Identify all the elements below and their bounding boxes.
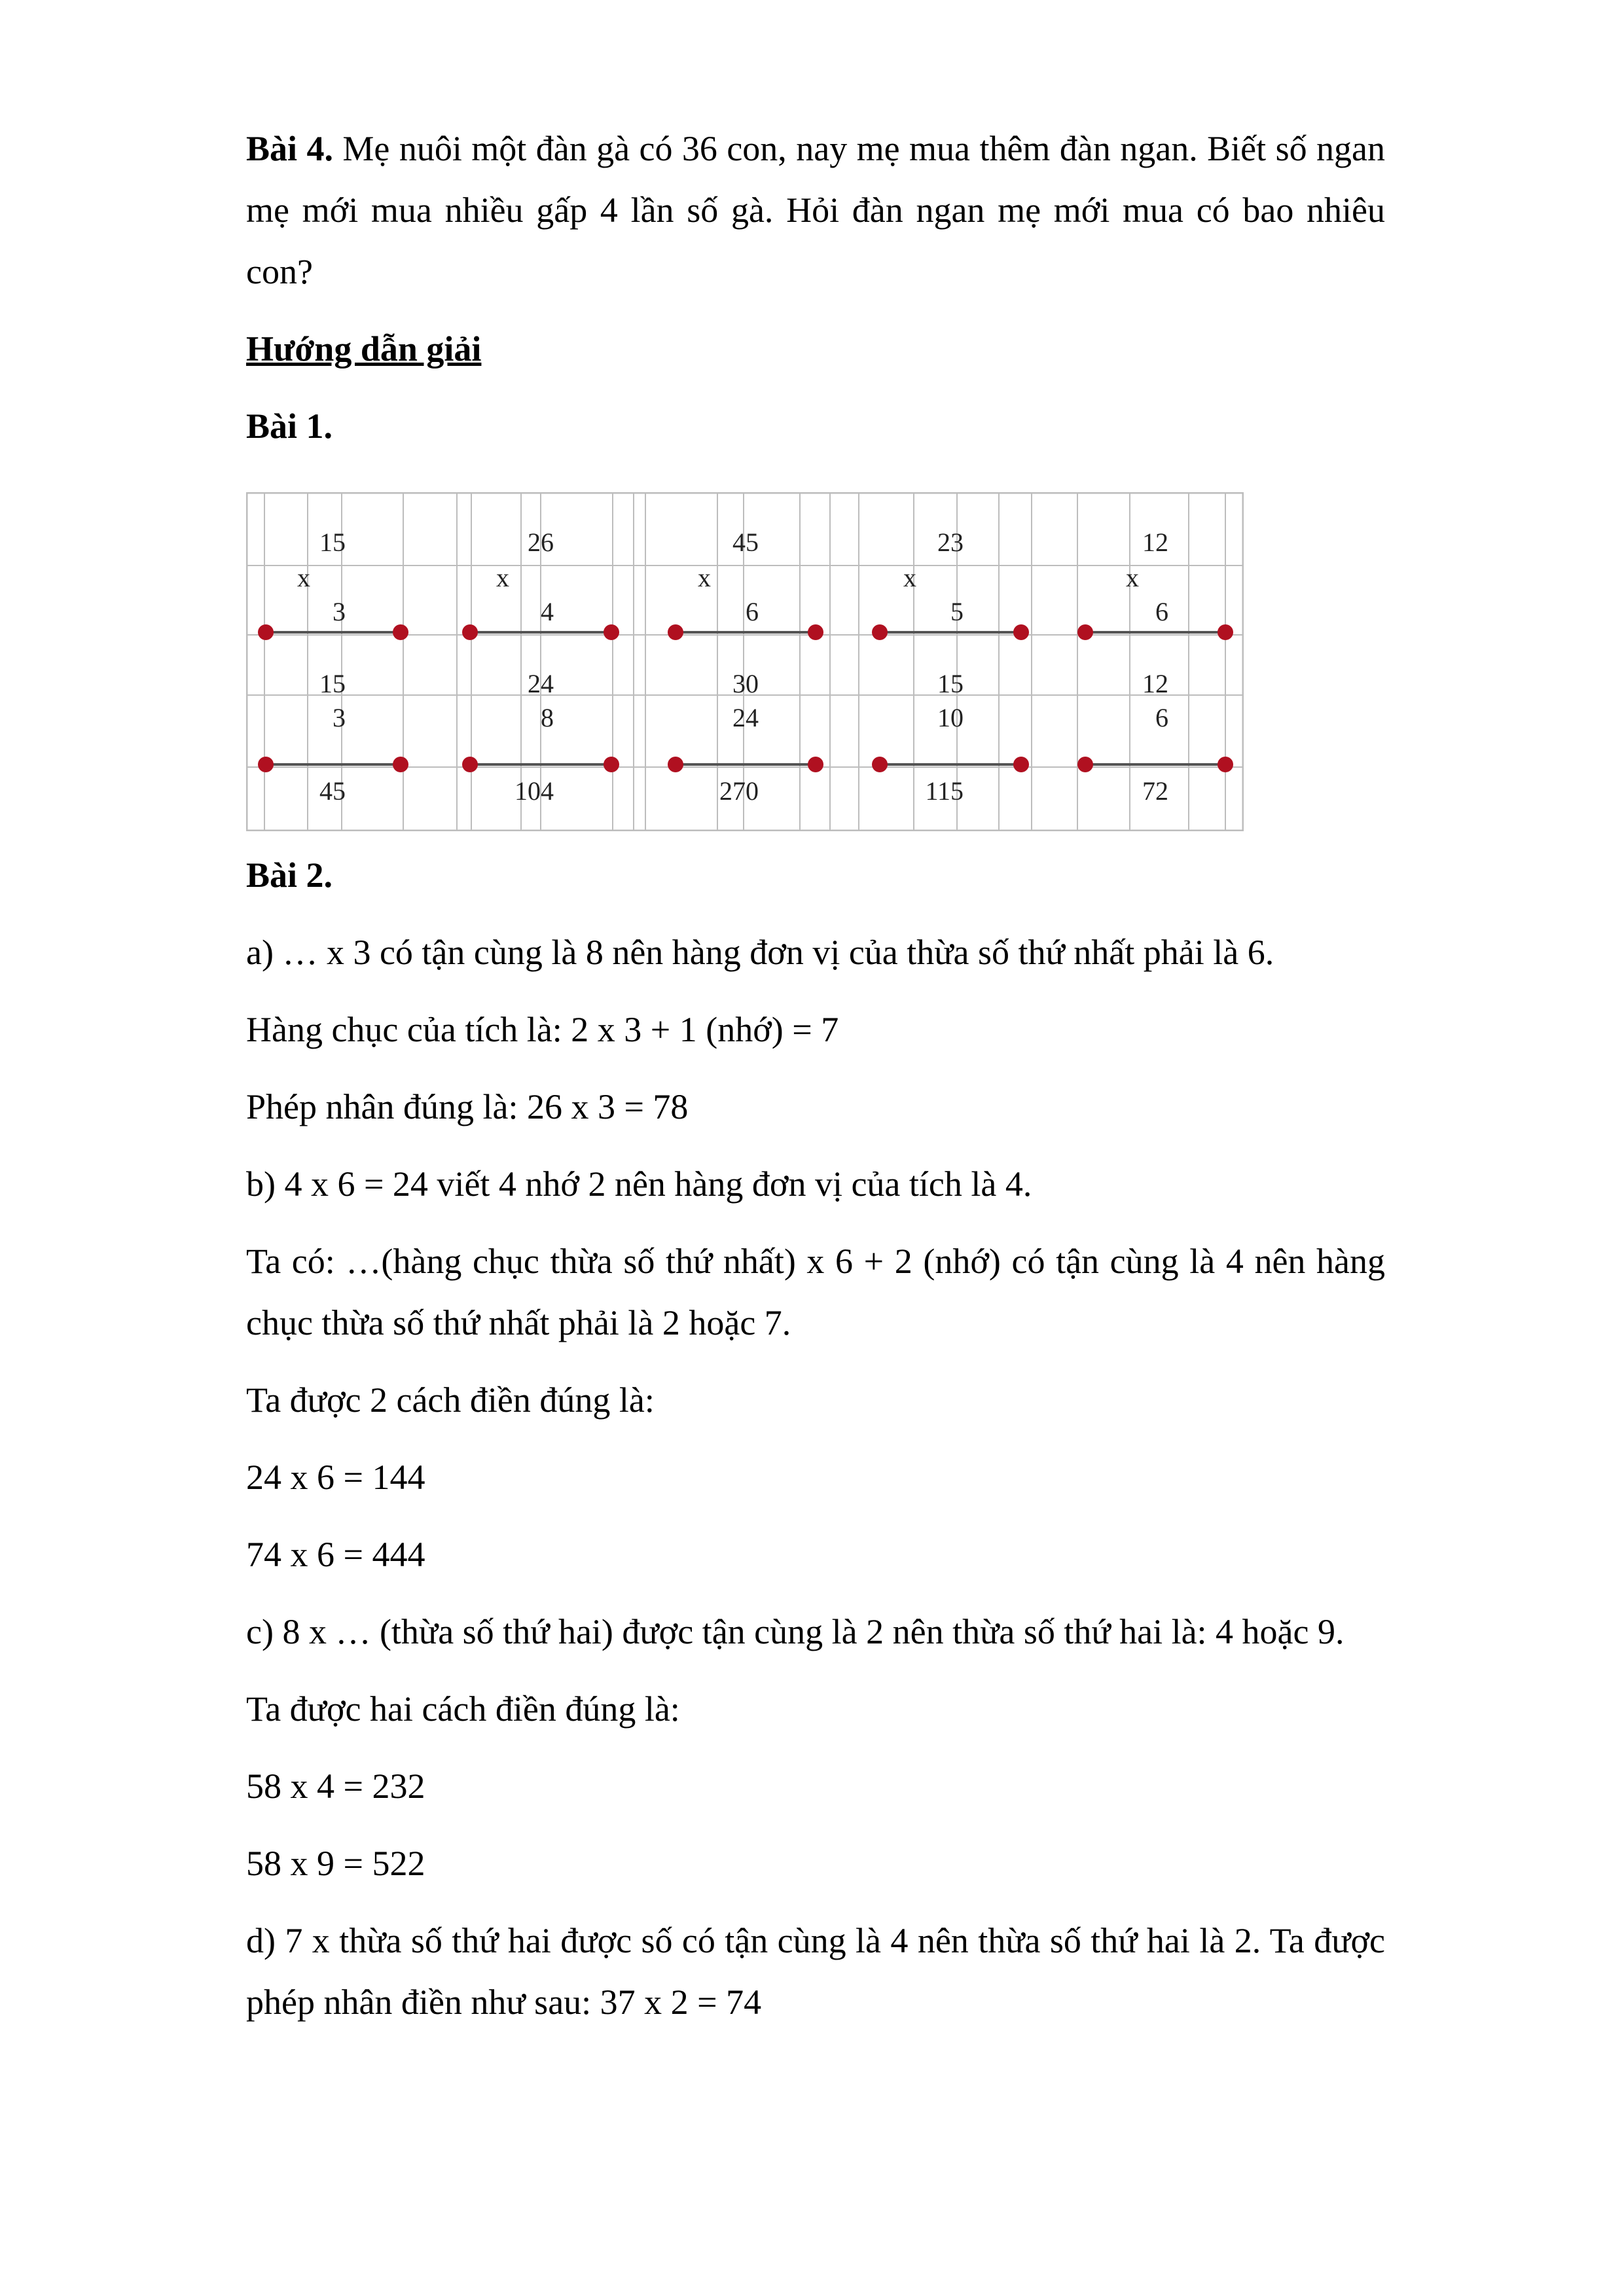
product-result: 270 — [719, 776, 759, 806]
red-dot — [872, 757, 888, 772]
red-dot — [462, 624, 478, 640]
times-sign: x — [698, 563, 711, 592]
bai2-line: Hàng chục của tích là: 2 x 3 + 1 (nhớ) = 7 — [246, 1010, 839, 1049]
red-dot — [258, 757, 274, 772]
product-result: 104 — [514, 776, 554, 806]
bai2-line: Phép nhân đúng là: 26 x 3 = 78 — [246, 1087, 689, 1126]
bai2-line-a: a) … x 3 có tận cùng là 8 nên hàng đơn vị của thừa số thứ nhất phải là 6. — [246, 933, 1274, 972]
partial-product-1: 30 — [732, 669, 759, 698]
bai2-heading: Bài 2. — [246, 855, 333, 895]
text-block-top — [246, 118, 1385, 457]
red-dot — [604, 624, 619, 640]
bai2-line-d: d) 7 x thừa số thứ hai được số có tận cùng là 4 nên thừa số thứ hai là 2. Ta được phép nhân điền như sau: 37 x 2 = 74 — [246, 1921, 1385, 2022]
factor-a: 26 — [528, 528, 554, 557]
partial-product-2: 24 — [732, 703, 759, 732]
partial-product-2: 10 — [937, 703, 964, 732]
partial-product-1: 15 — [937, 669, 964, 698]
factor-a: 15 — [319, 528, 346, 557]
bai2-line: Ta được hai cách điền đúng là: — [246, 1689, 680, 1729]
red-dot — [1218, 757, 1233, 772]
section-heading — [246, 318, 1385, 380]
red-dot — [668, 624, 683, 640]
factor-a: 45 — [732, 528, 759, 557]
times-sign: x — [1126, 563, 1139, 592]
bai1-figure — [246, 492, 1244, 831]
bai2-line: 58 x 9 = 522 — [246, 1844, 425, 1883]
bai2-line: Ta được 2 cách điền đúng là: — [246, 1380, 655, 1420]
factor-b: 5 — [950, 597, 964, 626]
partial-product-1: 12 — [1142, 669, 1168, 698]
red-dot — [393, 757, 408, 772]
bai2-line: 58 x 4 = 232 — [246, 1767, 425, 1806]
partial-product-1: 24 — [528, 669, 554, 698]
red-dot — [462, 757, 478, 772]
red-dot — [872, 624, 888, 640]
product-result: 45 — [319, 776, 346, 806]
text-block-bottom — [246, 844, 1385, 2033]
factor-a: 12 — [1142, 528, 1168, 557]
red-dot — [1218, 624, 1233, 640]
bai4-paragraph — [246, 118, 1385, 302]
times-sign: x — [297, 563, 310, 592]
red-dot — [808, 757, 823, 772]
huong-dan-heading: Hướng dẫn giải — [246, 329, 482, 368]
times-sign: x — [496, 563, 509, 592]
red-dot — [1077, 757, 1093, 772]
bai1-heading: Bài 1. — [246, 406, 333, 446]
red-dot — [808, 624, 823, 640]
red-dot — [1077, 624, 1093, 640]
partial-product-2: 3 — [333, 703, 346, 732]
partial-product-1: 15 — [319, 669, 346, 698]
bai2-line: 74 x 6 = 444 — [246, 1535, 425, 1574]
times-sign: x — [903, 563, 916, 592]
bai2-line: Ta có: …(hàng chục thừa số thứ nhất) x 6 + 2 (nhớ) có tận cùng là 4 nên hàng chục thừa số thứ nhất phải là 2 hoặc 7. — [246, 1242, 1385, 1342]
partial-product-2: 8 — [541, 703, 554, 732]
red-dot — [258, 624, 274, 640]
product-result: 115 — [925, 776, 964, 806]
red-dot — [668, 757, 683, 772]
factor-b: 4 — [541, 597, 554, 626]
factor-a: 23 — [937, 528, 964, 557]
factor-b: 6 — [746, 597, 759, 626]
bai4-label: Bài 4. — [246, 129, 333, 168]
bai2-line: 24 x 6 = 144 — [246, 1458, 425, 1497]
bai2-line-c: c) 8 x … (thừa số thứ hai) được tận cùng là 2 nên thừa số thứ hai là: 4 hoặc 9. — [246, 1612, 1344, 1651]
red-dot — [393, 624, 408, 640]
factor-b: 6 — [1155, 597, 1168, 626]
product-result: 72 — [1142, 776, 1168, 806]
bai1-grid-image — [246, 492, 1244, 831]
red-dot — [604, 757, 619, 772]
bai4-text: Mẹ nuôi một đàn gà có 36 con, nay mẹ mua thêm đàn ngan. Biết số ngan mẹ mới mua nhiều gấp 4 lần số gà. Hỏi đàn ngan mẹ mới mua có bao nhiêu con? — [246, 129, 1386, 291]
red-dot — [1013, 757, 1029, 772]
red-dot — [1013, 624, 1029, 640]
partial-product-2: 6 — [1155, 703, 1168, 732]
factor-b: 3 — [333, 597, 346, 626]
bai2-line-b: b) 4 x 6 = 24 viết 4 nhớ 2 nên hàng đơn vị của tích là 4. — [246, 1164, 1032, 1204]
